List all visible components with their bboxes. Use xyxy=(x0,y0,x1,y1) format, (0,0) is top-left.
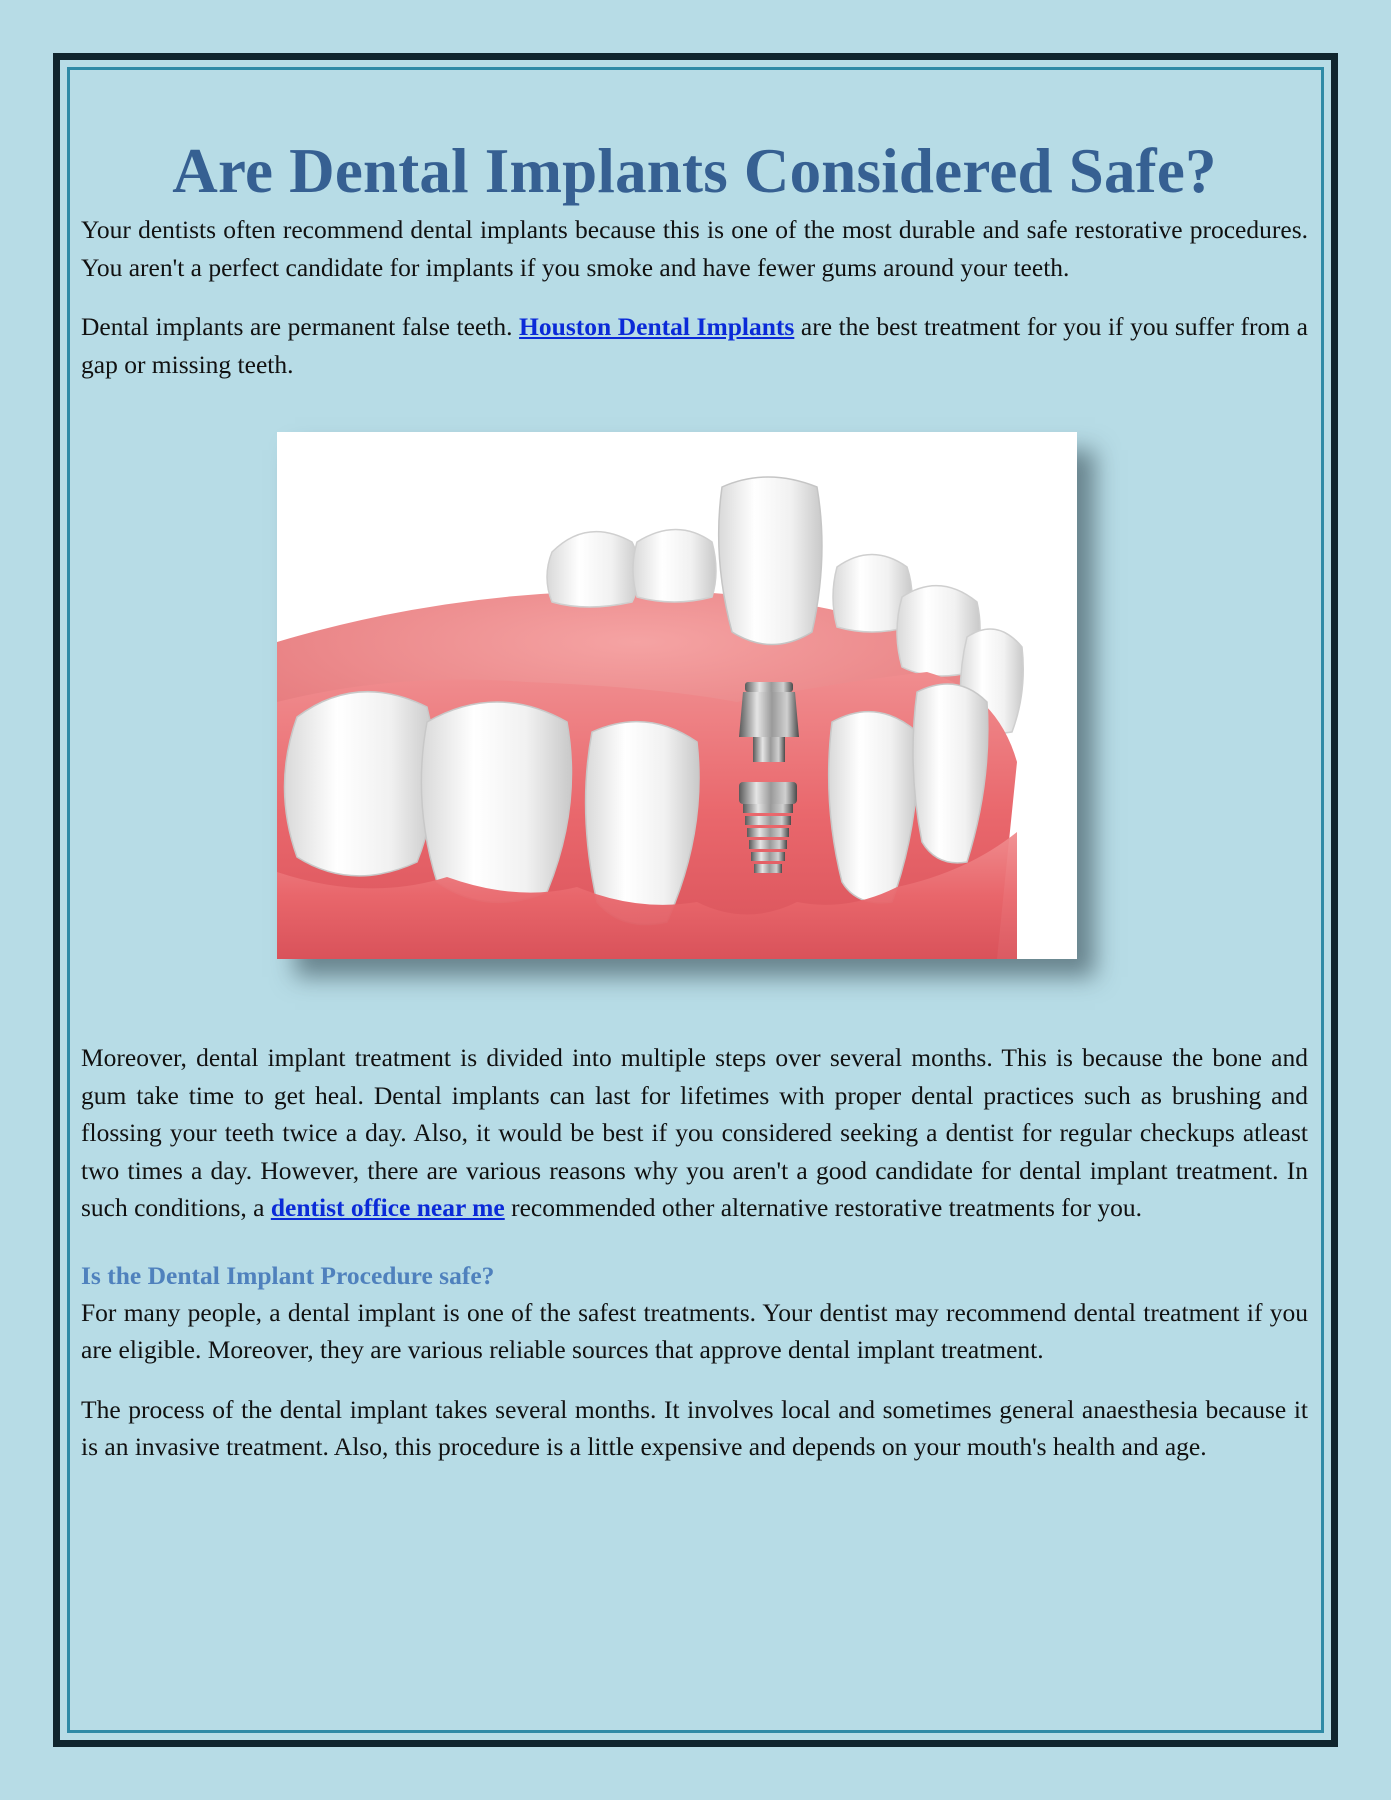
intro-paragraph: Your dentists often recommend dental implants because this is one of the most durable and safe restorative procedures. You aren't a perfect candidate for implants if you smoke and have fewer gums around your teeth. xyxy=(81,215,1308,282)
paragraph-2-text-before: Dental implants are permanent false teeth. xyxy=(81,312,520,342)
paragraph-3 xyxy=(81,1039,1308,1227)
section-heading: Is the Dental Implant Procedure safe? xyxy=(81,1260,495,1290)
dental-implant-image xyxy=(277,432,1077,959)
page-title: Are Dental Implants Considered Safe? xyxy=(172,136,1217,206)
paragraph-3-text-after: recommended other alternative restorative treatments for you. xyxy=(504,1193,1142,1223)
paragraph-5: The process of the dental implant takes several months. It involves local and sometimes general anaesthesia because it is an invasive treatment. Also, this procedure is a little expensive and depends on your mouth's health and age. xyxy=(81,1394,1308,1462)
document-body xyxy=(81,135,1308,1488)
paragraph-2-text-after: are the best treatment for you if you suffer from a gap or missing teeth. xyxy=(81,312,1308,379)
paragraph-4: For many people, a dental implant is one of the safest treatments. Your dentist may recommend dental treatment if you are eligible. Moreover, they are various reliable sources that approve dental implant treatment. xyxy=(81,1297,1308,1365)
houston-dental-implants-link[interactable]: Houston Dental Implants xyxy=(519,312,795,342)
dentist-office-near-me-link[interactable]: dentist office near me xyxy=(270,1193,505,1223)
paragraph-3-text-before: Moreover, dental implant treatment is divided into multiple steps over several months. This is because the bone and gum take time to get heal. Dental implants can last for lifetimes with proper dental practices such as brushing and flossing your teeth twice a day. Also, it would be best if you considered seeking a dentist for regular checkups atleast two times a day. However, there are various reasons why you aren't a good candidate for dental implant treatment. In such conditions, a xyxy=(81,1043,1308,1223)
paragraph-2 xyxy=(81,308,1308,383)
